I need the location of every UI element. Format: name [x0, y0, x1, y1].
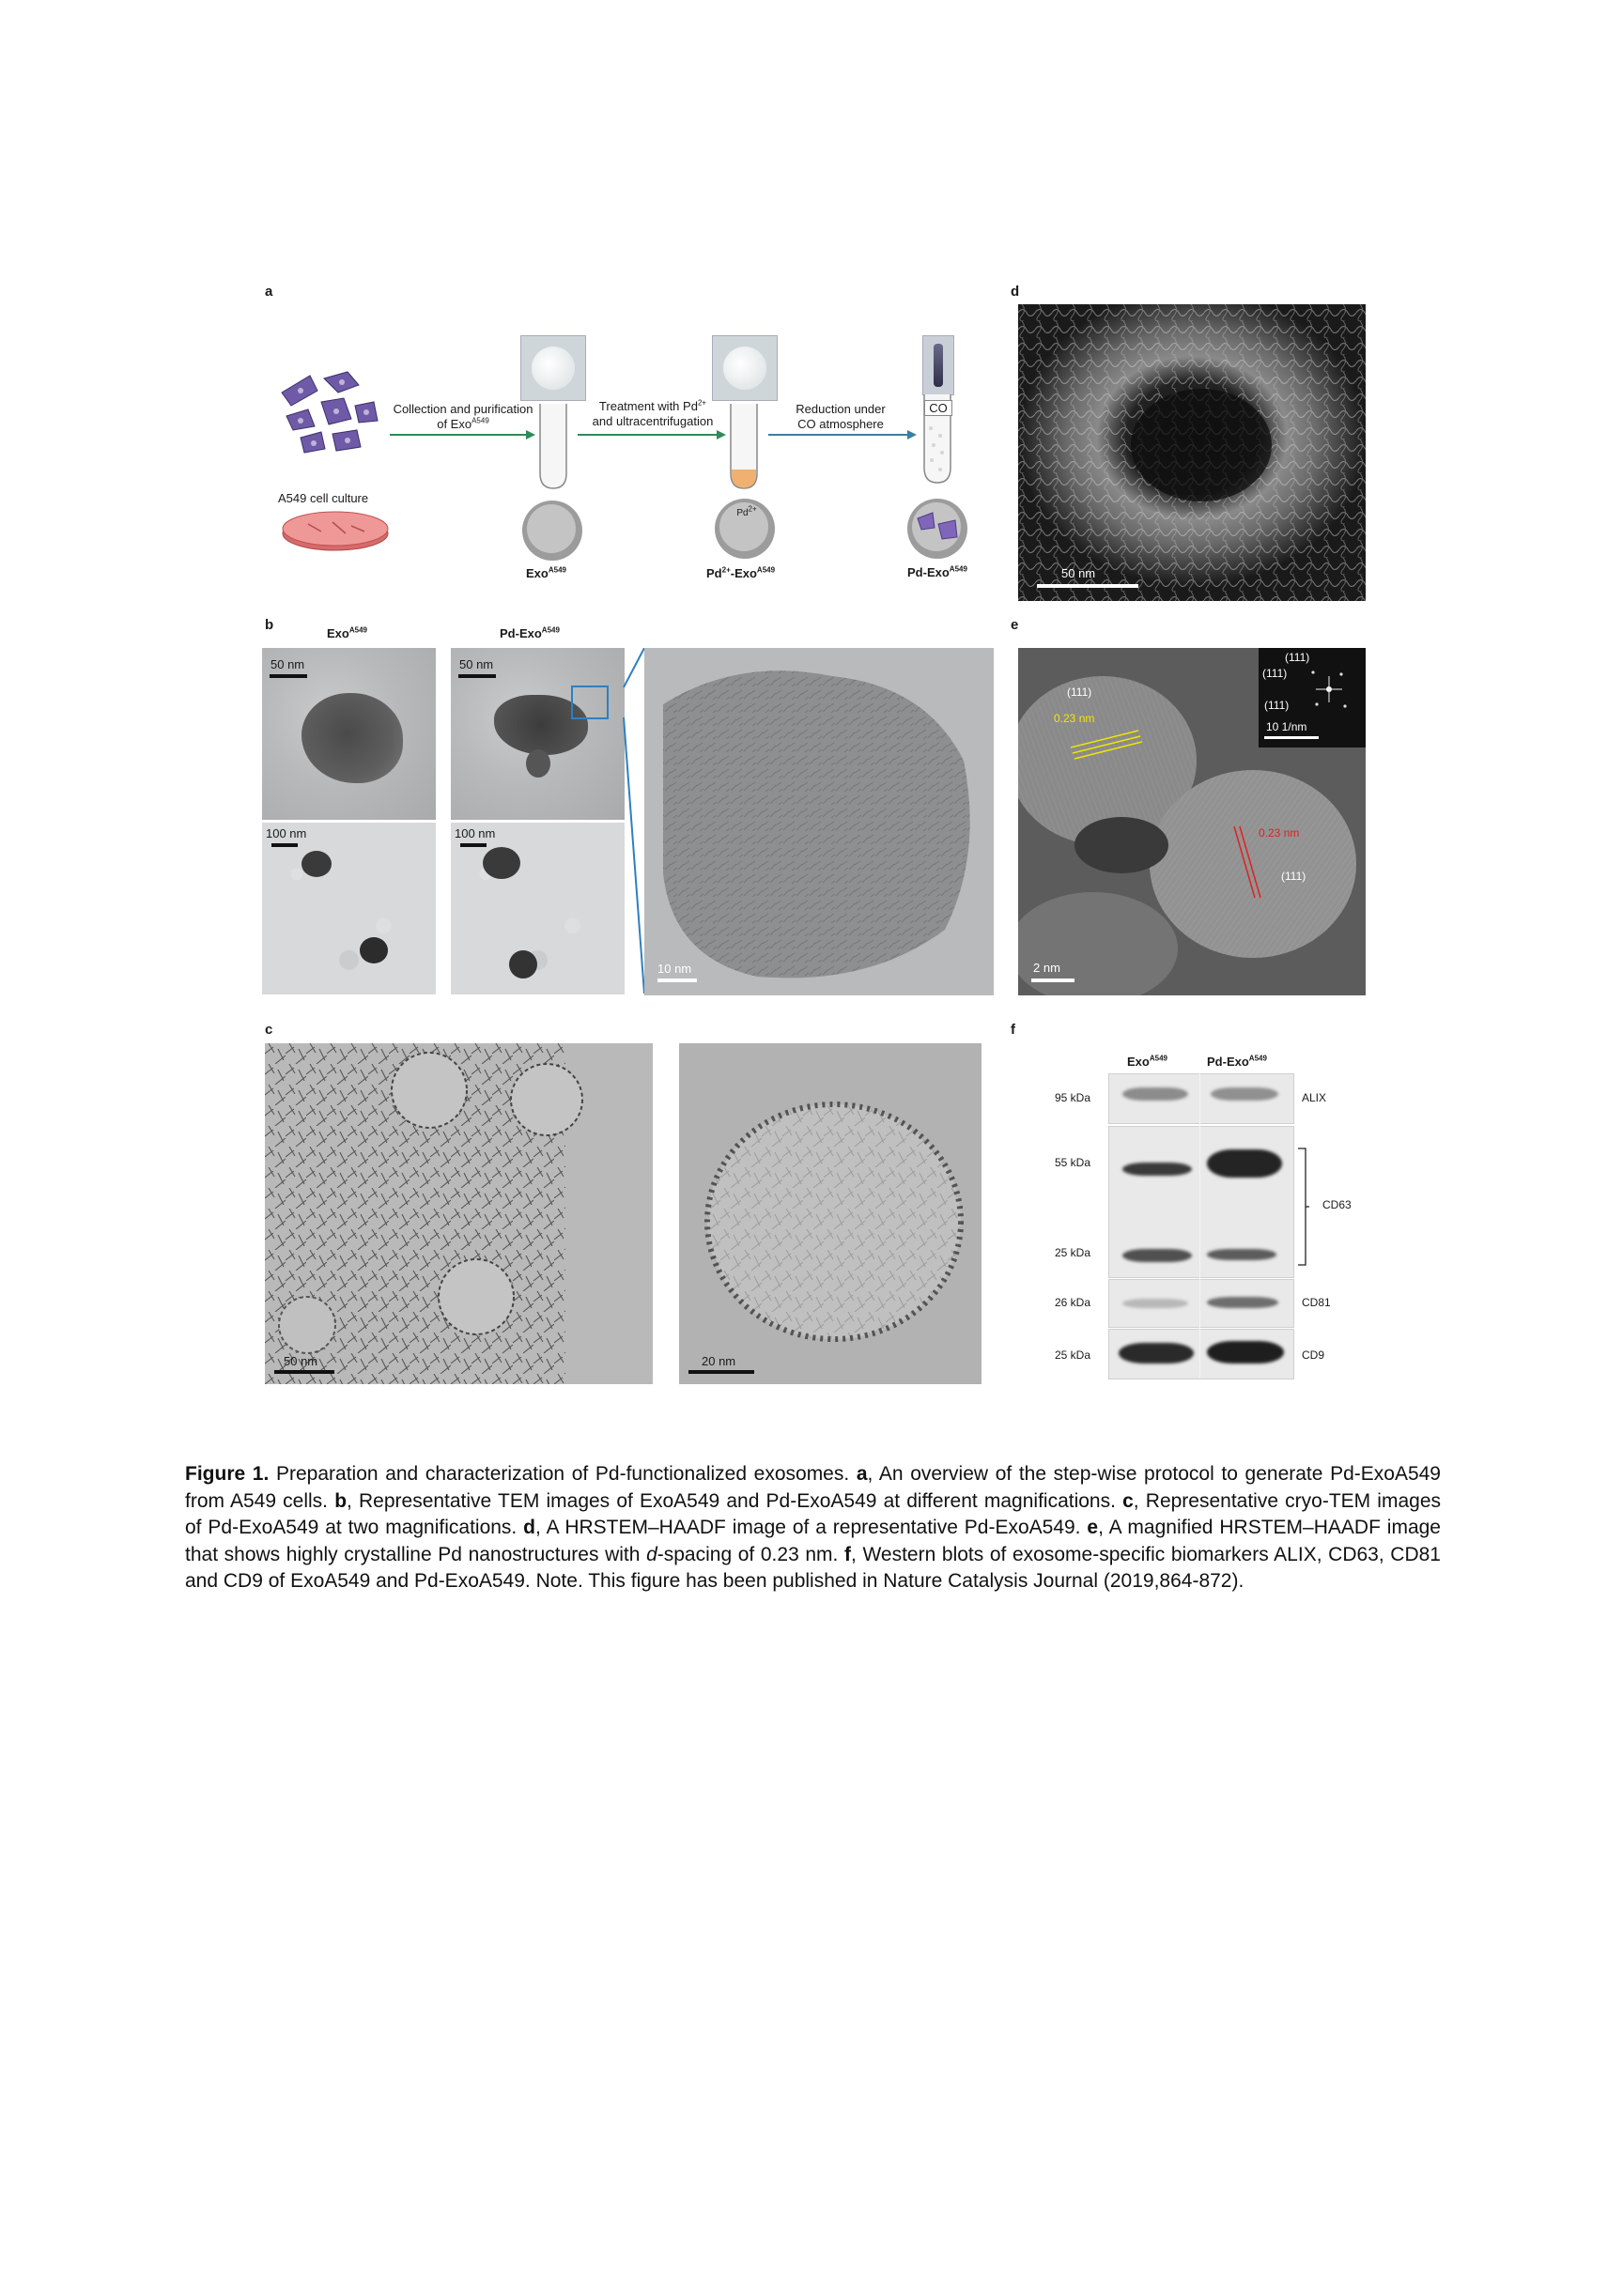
tem-pdexo-high — [451, 648, 625, 820]
pd-exo-vial — [934, 344, 943, 387]
pd2-exo-photo — [712, 335, 778, 401]
panel-f-label: f — [1011, 1022, 1015, 1038]
scale-bar-c2 — [688, 1370, 754, 1374]
pd-exosome-small-1 — [483, 847, 520, 879]
tube-2-icon — [728, 404, 760, 490]
blot-alix — [1108, 1073, 1294, 1124]
panel-b-label: b — [265, 617, 274, 633]
panel-a-label: a — [265, 284, 273, 300]
cryotem-left — [265, 1043, 653, 1384]
scale-bar-c1 — [274, 1370, 334, 1374]
b-col2-text: Pd-Exo — [500, 626, 542, 640]
scale-label-b1: 50 nm — [270, 657, 305, 671]
caption-e-italic: d — [646, 1543, 657, 1565]
caption-e-key: e — [1087, 1517, 1099, 1539]
b-col1-text: Exo — [327, 626, 349, 640]
band-cd63-55-2 — [1207, 1149, 1282, 1178]
caption-d-key: d — [523, 1517, 535, 1539]
b-col1-title — [327, 626, 367, 640]
caption-c-key: c — [1122, 1489, 1134, 1512]
hrstem-image — [1018, 648, 1366, 995]
caption-figure-label: Figure 1. — [185, 1463, 270, 1485]
zoom-lines — [601, 648, 648, 995]
step2-line2: and ultracentrifugation — [592, 414, 714, 428]
scale-bar-b2 — [271, 843, 298, 847]
mw-25a: 25 kDa — [1055, 1246, 1091, 1259]
caption-f-key: f — [844, 1543, 852, 1565]
pd2-exo-sup1: 2+ — [721, 565, 731, 575]
band-cd63-25-1 — [1122, 1249, 1192, 1262]
caption-e-text-2: -spacing of 0.23 nm. — [657, 1543, 839, 1565]
step1-text: Collection and purification of Exo — [393, 402, 533, 431]
step3-line1: Reduction under — [796, 402, 886, 416]
fft-scale-label: 10 1/nm — [1266, 720, 1307, 733]
pd2-exo-label — [706, 566, 775, 580]
band-cd63-25-2 — [1207, 1249, 1276, 1260]
tem-exo-low — [262, 823, 436, 994]
scale-label-d: 50 nm — [1061, 566, 1096, 580]
caption-title: Preparation and characterization of Pd-functionalized exosomes. — [275, 1463, 850, 1485]
mw-55: 55 kDa — [1055, 1156, 1091, 1169]
scale-bar-e — [1031, 978, 1074, 982]
mw-95: 95 kDa — [1055, 1091, 1091, 1104]
caption-c-text: , Representative cryo-TEM images of Pd-ExoA549 at two magnifications. — [185, 1489, 1441, 1539]
caption-a-text: , An overview of the step-wise protocol to generate Pd-ExoA549 from A549 cells. — [185, 1463, 1441, 1512]
scale-bar-b1 — [270, 674, 307, 678]
exosome-blob — [301, 693, 403, 783]
cryotem-right-texture — [679, 1043, 982, 1384]
cryotem-left-texture — [265, 1043, 653, 1384]
caption-b-key: b — [334, 1489, 348, 1512]
figure-caption — [185, 1461, 1441, 1595]
scale-label-e: 2 nm — [1033, 961, 1060, 975]
scale-label-b5: 10 nm — [657, 962, 692, 976]
marker-cd81: CD81 — [1302, 1296, 1331, 1309]
band-cd81-2 — [1207, 1297, 1278, 1308]
mw-26: 26 kDa — [1055, 1296, 1091, 1309]
tem-exo-high — [262, 648, 436, 820]
pd2-pellet — [723, 347, 766, 390]
scale-bar-b3 — [458, 674, 496, 678]
mw-25b: 25 kDa — [1055, 1348, 1091, 1362]
scale-bar-b4 — [460, 843, 487, 847]
fft-label-1: (111) — [1285, 651, 1310, 664]
band-cd81-1 — [1122, 1299, 1188, 1308]
exosome-blob-small-2 — [360, 937, 388, 963]
band-cd63-55-1 — [1122, 1163, 1192, 1176]
cell-cluster-icon — [272, 364, 385, 458]
b-col2-sup: A549 — [541, 625, 560, 635]
yellow-lattice-lines — [1071, 723, 1142, 761]
plane-label-red: (111) — [1281, 870, 1306, 883]
band-cd9-2 — [1207, 1341, 1284, 1364]
petri-dish-icon — [280, 507, 391, 554]
pd-exo-vesicle-icon — [904, 496, 970, 562]
caption-e-text-1: , A magnified HRSTEM–HAADF image that shows highly crystalline Pd nanostructures with — [185, 1517, 1441, 1565]
lane-divider — [1199, 1073, 1200, 1378]
tem-pdexo-zoom — [644, 648, 994, 995]
step2-label — [573, 399, 733, 429]
caption-d-text: , A HRSTEM–HAADF image of a representative Pd-ExoA549. — [535, 1517, 1081, 1539]
cd63-bracket — [1296, 1148, 1309, 1266]
haadf-image — [1018, 304, 1366, 601]
exo-label-sup: A549 — [548, 565, 566, 575]
exo-photo — [520, 335, 586, 401]
pd-exo-label — [907, 565, 967, 579]
plane-label-yellow: (111) — [1067, 686, 1092, 699]
step3-line2: CO atmosphere — [797, 417, 884, 431]
scale-bar-b5 — [657, 978, 697, 982]
scale-label-b3: 50 nm — [459, 657, 494, 671]
band-cd9-1 — [1119, 1343, 1194, 1364]
blot-cd63 — [1108, 1126, 1294, 1278]
panel-d-label: d — [1011, 284, 1020, 300]
step3-label — [770, 402, 911, 432]
haadf-texture — [1018, 304, 1366, 601]
f-col2-text: Pd-Exo — [1207, 1055, 1249, 1069]
caption-b-text: , Representative TEM images of ExoA549 and Pd-ExoA549 at different magnifications. — [347, 1489, 1116, 1512]
pd2-exo-pre: Pd — [706, 566, 722, 580]
dspacing-yellow: 0.23 nm — [1054, 712, 1095, 725]
dspacing-red: 0.23 nm — [1259, 826, 1300, 840]
b-col2-title — [500, 626, 560, 640]
panel-c-label: c — [265, 1022, 273, 1038]
pd-ion-sup: 2+ — [748, 504, 757, 514]
f-col1-title — [1127, 1055, 1167, 1069]
band-alix-1 — [1122, 1087, 1188, 1101]
fft-label-2: (111) — [1262, 667, 1288, 680]
fft-inset — [1259, 648, 1366, 747]
step2-sup: 2+ — [697, 398, 707, 408]
f-col1-sup: A549 — [1149, 1054, 1167, 1063]
exo-vesicle-icon — [519, 498, 585, 563]
scale-label-c1: 50 nm — [284, 1354, 318, 1368]
caption-a-key: a — [856, 1463, 868, 1485]
fft-scale-bar — [1264, 736, 1319, 739]
tube-1-icon — [537, 404, 569, 490]
b-col1-sup: A549 — [348, 625, 367, 635]
pd-ion-text: Pd — [736, 508, 749, 518]
co-label: CO — [924, 400, 952, 416]
pd2-exo-sup2: A549 — [756, 565, 776, 575]
pd2-exo-mid: -Exo — [730, 566, 757, 580]
f-col1-text: Exo — [1127, 1055, 1150, 1069]
scale-label-b2: 100 nm — [266, 826, 307, 840]
arrow-step2-icon — [578, 427, 726, 442]
cell-culture-label: A549 cell culture — [278, 491, 369, 505]
pd-ions-label — [728, 504, 765, 519]
scale-label-b4: 100 nm — [455, 826, 496, 840]
marker-cd63: CD63 — [1322, 1198, 1352, 1211]
pd-exo-label-text: Pd-Exo — [907, 565, 950, 579]
panel-e-label: e — [1011, 617, 1019, 633]
exo-label-text: Exo — [526, 566, 549, 580]
pd-exosome-tail — [526, 749, 550, 778]
scale-label-c2: 20 nm — [702, 1354, 736, 1368]
f-col2-sup: A549 — [1248, 1054, 1267, 1063]
tem-zoom-texture — [644, 648, 994, 995]
pd-exo-label-sup: A549 — [949, 564, 967, 574]
pd-exosome-small-2 — [509, 950, 537, 978]
exo-pellet — [532, 347, 575, 390]
blot-cd9 — [1108, 1329, 1294, 1379]
blot-cd81 — [1108, 1279, 1294, 1328]
fft-label-3: (111) — [1264, 699, 1290, 712]
exosome-blob-small-1 — [301, 851, 332, 877]
band-alix-2 — [1211, 1087, 1278, 1101]
step2-line1: Treatment with Pd — [598, 399, 698, 413]
pd-exo-photo — [922, 335, 954, 395]
pd2-exo-vesicle-icon — [712, 496, 778, 562]
caption-f-text: , Western blots of exosome-specific biomarkers ALIX, CD63, CD81 and CD9 of ExoA549 and Pd-ExoA549. Note. This figure has been published in Nature Catalysis Journal (2019,864-872). — [185, 1543, 1441, 1593]
tem-pdexo-low — [451, 823, 625, 994]
cryotem-right — [679, 1043, 982, 1384]
step1-sup: A549 — [471, 416, 489, 425]
exo-label — [526, 566, 566, 580]
f-col2-title — [1207, 1055, 1267, 1069]
marker-cd9: CD9 — [1302, 1348, 1325, 1362]
scale-bar-d — [1037, 584, 1138, 588]
marker-alix: ALIX — [1302, 1091, 1327, 1104]
step1-label — [388, 402, 538, 432]
